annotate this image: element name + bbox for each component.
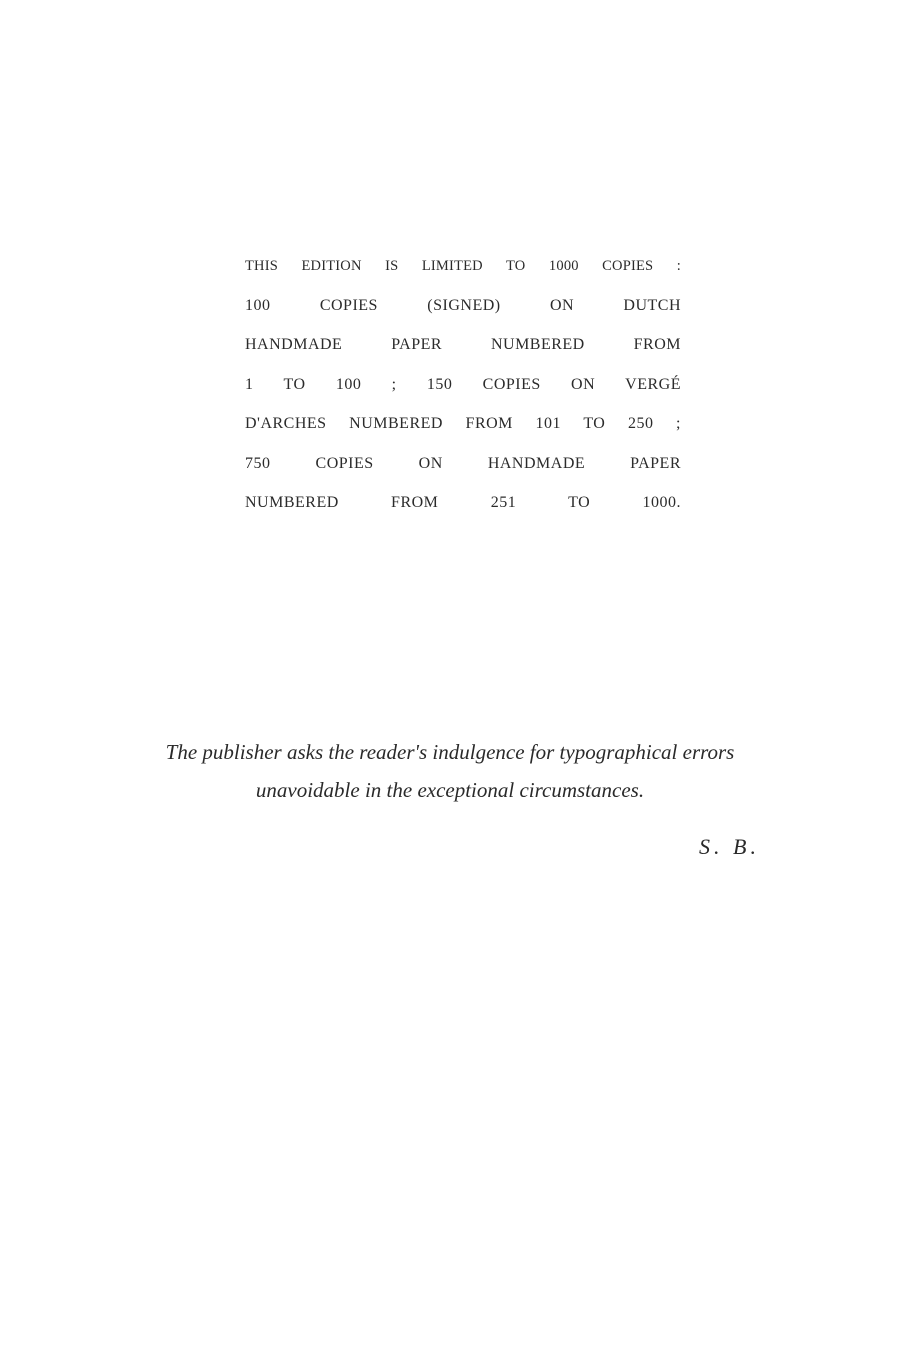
colophon-line: NUMBERED FROM 251 TO 1000. [245,494,681,511]
publisher-note [90,733,810,809]
colophon-line: 1 TO 100 ; 150 COPIES ON VERGÉ [245,375,681,393]
limited-edition-notice [245,256,681,533]
colophon-line: 100 COPIES (SIGNED) ON DUTCH [245,296,681,314]
signature-initials: S. B. [699,834,760,859]
colophon-line: THIS EDITION IS LIMITED TO 1000 COPIES : [245,258,681,274]
publisher-note-line: unavoidable in the exceptional circumstances. [255,778,645,802]
colophon-line: HANDMADE PAPER NUMBERED FROM [245,336,681,353]
colophon-line: D'ARCHES NUMBERED FROM 101 TO 250 ; [245,415,681,432]
publisher-note-line: The publisher asks the reader's indulgence for typographical errors [165,740,735,764]
colophon-line: 750 COPIES ON HANDMADE PAPER [245,454,681,472]
